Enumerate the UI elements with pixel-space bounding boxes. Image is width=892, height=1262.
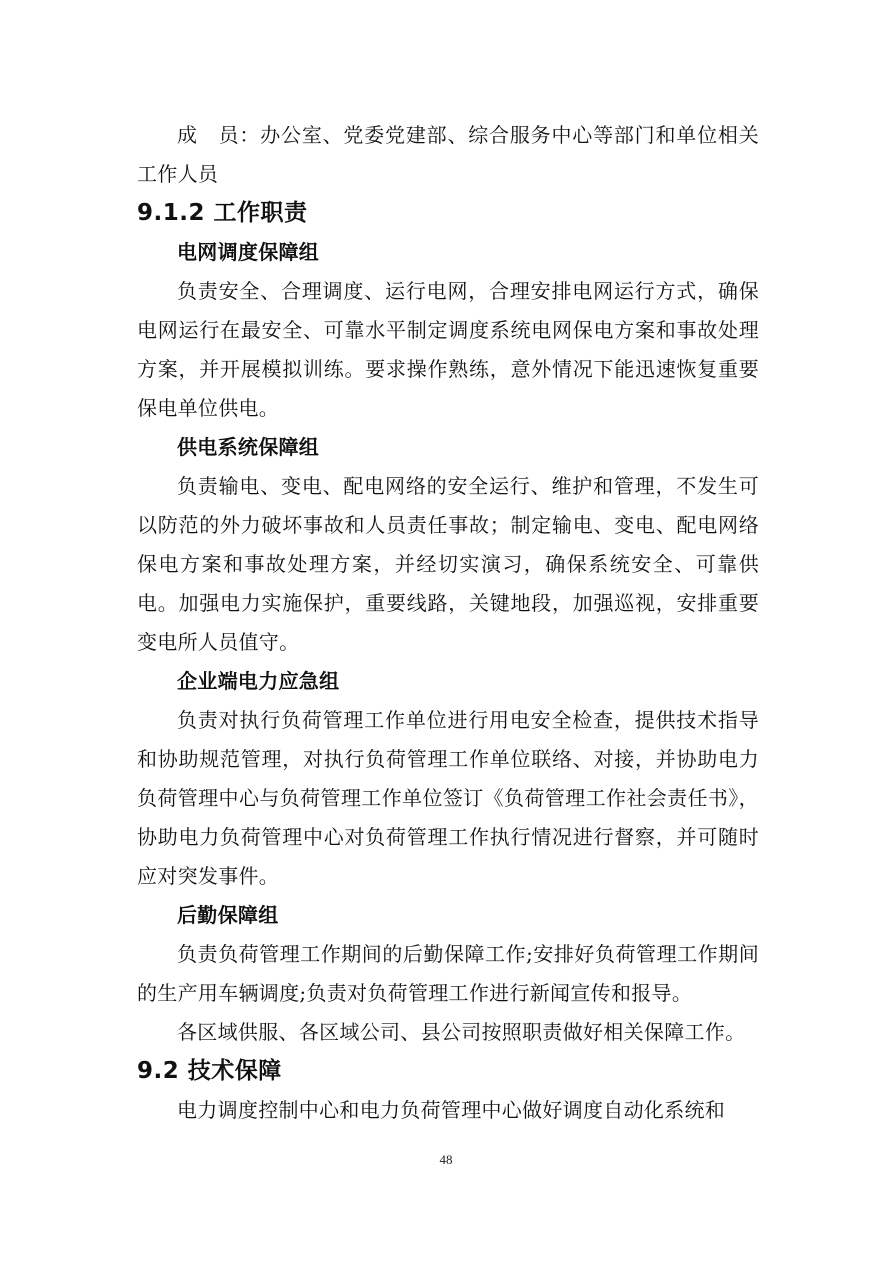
- group-text-logistics: 负责负荷管理工作期间的后勤保障工作;安排好负荷管理工作期间的生产用车辆调度;负责对负荷管理工作进行新闻宣传和报导。: [137, 942, 759, 1005]
- group-title-logistics: 后勤保障组: [177, 903, 279, 927]
- technical-support-paragraph: 电力调度控制中心和电力负荷管理中心做好调度自动化系统和: [177, 1098, 726, 1122]
- group-title-enterprise-emergency: 企业端电力应急组: [177, 669, 340, 693]
- group-text-enterprise-emergency: 负责对执行负荷管理工作单位进行用电安全检查，提供技术指导和协助规范管理，对执行负荷管理工作单位联络、对接，并协助电力负荷管理中心与负荷管理工作单位签订《负荷管理工作社会责任书》，协助电力负荷管理中心对负荷管理工作执行情况进行督察，并可随时应对突发事件。: [137, 708, 759, 888]
- page-number: 48: [439, 1152, 453, 1167]
- page-content: [137, 116, 759, 1130]
- group-title-power-supply: 供电系统保障组: [177, 435, 320, 459]
- group-text-grid-dispatch: 负责安全、合理调度、运行电网，合理安排电网运行方式，确保电网运行在最安全、可靠水平制定调度系统电网保电方案和事故处理方案，并开展模拟训练。要求操作熟练，意外情况下能迅速恢复重要保电单位供电。: [137, 279, 759, 420]
- section-heading-9-1-2: 9.1.2 工作职责: [137, 200, 308, 226]
- closing-paragraph: 各区域供服、各区域公司、县公司按照职责做好相关保障工作。: [177, 1020, 746, 1044]
- section-heading-9-2: 9.2 技术保障: [137, 1058, 282, 1084]
- members-paragraph: 成 员：办公室、党委党建部、综合服务中心等部门和单位相关工作人员: [137, 123, 759, 186]
- group-text-power-supply: 负责输电、变电、配电网络的安全运行、维护和管理，不发生可以防范的外力破坏事故和人员责任事故；制定输电、变电、配电网络保电方案和事故处理方案，并经切实演习，确保系统安全、可靠供电。加强电力实施保护，重要线路，关键地段，加强巡视，安排重要变电所人员值守。: [137, 474, 759, 654]
- group-title-grid-dispatch: 电网调度保障组: [177, 240, 320, 264]
